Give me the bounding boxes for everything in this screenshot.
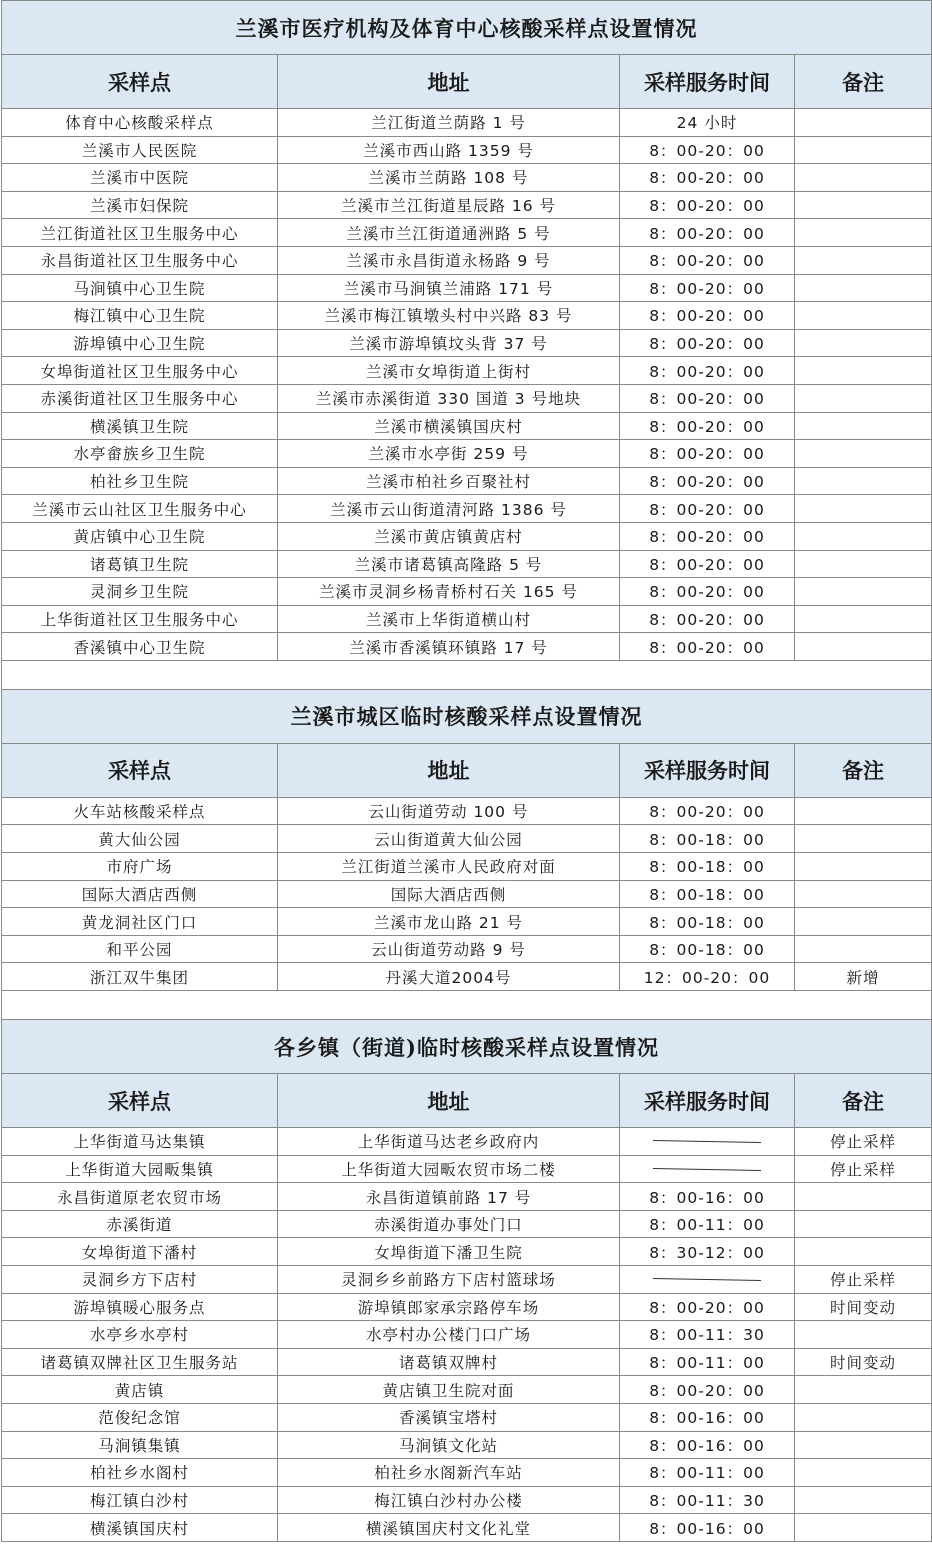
cell-note — [795, 633, 932, 661]
cell-time: 8：00-16：00 — [620, 1403, 795, 1431]
cell-site: 国际大酒店西侧 — [2, 880, 278, 908]
gap-cell — [2, 991, 932, 1020]
cell-address: 兰江街道兰溪市人民政府对面 — [278, 853, 620, 881]
cell-address: 梅江镇白沙村办公楼 — [278, 1486, 620, 1514]
header-note: 备注 — [795, 55, 932, 109]
sampling-table — [1, 0, 932, 1542]
cell-address: 横溪镇国庆村文化礼堂 — [278, 1514, 620, 1542]
header-site: 采样点 — [2, 55, 278, 109]
cell-site: 兰溪市妇保院 — [2, 191, 278, 219]
cell-address: 兰溪市兰江街道星辰路 16 号 — [278, 191, 620, 219]
cell-time — [620, 1155, 795, 1183]
cell-site: 游埠镇暖心服务点 — [2, 1293, 278, 1321]
cell-note — [795, 109, 932, 137]
cell-note — [795, 550, 932, 578]
cell-note — [795, 191, 932, 219]
cell-note — [795, 1403, 932, 1431]
cell-site: 和平公园 — [2, 935, 278, 963]
table-row — [2, 1293, 932, 1321]
cell-note — [795, 136, 932, 164]
section-title: 兰溪市医疗机构及体育中心核酸采样点设置情况 — [2, 1, 932, 55]
cell-site: 梅江镇白沙村 — [2, 1486, 278, 1514]
cell-address: 兰溪市云山街道清河路 1386 号 — [278, 495, 620, 523]
table-row — [2, 1486, 932, 1514]
table-row — [2, 219, 932, 247]
cell-site: 永昌街道原老农贸市场 — [2, 1183, 278, 1211]
header-address: 地址 — [278, 743, 620, 797]
cell-site: 横溪镇国庆村 — [2, 1514, 278, 1542]
cell-note — [795, 1431, 932, 1459]
table-row — [2, 136, 932, 164]
cell-note — [795, 164, 932, 192]
cell-address: 兰溪市横溪镇国庆村 — [278, 412, 620, 440]
cell-site: 永昌街道社区卫生服务中心 — [2, 246, 278, 274]
cell-site: 黄店镇 — [2, 1376, 278, 1404]
cell-site: 诸葛镇卫生院 — [2, 550, 278, 578]
cell-address: 兰江街道兰荫路 1 号 — [278, 109, 620, 137]
table-row — [2, 440, 932, 468]
table-row — [2, 495, 932, 523]
cell-address: 兰溪市龙山路 21 号 — [278, 908, 620, 936]
cell-site: 兰溪市中医院 — [2, 164, 278, 192]
table-row — [2, 329, 932, 357]
cell-address: 兰溪市永昌街道永杨路 9 号 — [278, 246, 620, 274]
cell-note — [795, 1210, 932, 1238]
cell-time: 8：00-20：00 — [620, 467, 795, 495]
cell-site: 火车站核酸采样点 — [2, 797, 278, 825]
cell-site: 马涧镇中心卫生院 — [2, 274, 278, 302]
cell-note — [795, 440, 932, 468]
cell-time: 8：00-20：00 — [620, 578, 795, 606]
cell-time: 8：00-11：00 — [620, 1348, 795, 1376]
section-gap — [2, 660, 932, 689]
cell-time: 8：00-20：00 — [620, 440, 795, 468]
cell-address: 云山街道劳动 100 号 — [278, 797, 620, 825]
header-address: 地址 — [278, 1074, 620, 1128]
cell-address: 兰溪市香溪镇环镇路 17 号 — [278, 633, 620, 661]
cell-note — [795, 384, 932, 412]
cell-time: 8：00-18：00 — [620, 908, 795, 936]
cell-time: 8：00-18：00 — [620, 880, 795, 908]
cell-address: 诸葛镇双牌村 — [278, 1348, 620, 1376]
cell-address: 云山街道劳动路 9 号 — [278, 935, 620, 963]
cell-address: 兰溪市灵洞乡杨青桥村石关 165 号 — [278, 578, 620, 606]
header-address: 地址 — [278, 55, 620, 109]
table-row — [2, 1238, 932, 1266]
table-row — [2, 605, 932, 633]
cell-address: 赤溪街道办事处门口 — [278, 1210, 620, 1238]
table-row — [2, 1266, 932, 1294]
cell-time: 8：00-11：00 — [620, 1459, 795, 1487]
cell-note — [795, 1183, 932, 1211]
cell-time: 12：00-20：00 — [620, 963, 795, 991]
cell-time: 8：00-20：00 — [620, 1293, 795, 1321]
cell-time: 8：00-20：00 — [620, 522, 795, 550]
cell-note — [795, 1514, 932, 1542]
section-title: 兰溪市城区临时核酸采样点设置情况 — [2, 689, 932, 743]
cell-site: 上华街道大园畈集镇 — [2, 1155, 278, 1183]
table-row — [2, 1321, 932, 1349]
cell-note — [795, 246, 932, 274]
cell-address: 兰溪市兰江街道通洲路 5 号 — [278, 219, 620, 247]
header-row — [2, 1074, 932, 1128]
cell-address: 上华街道马达老乡政府内 — [278, 1128, 620, 1156]
cell-address: 兰溪市马涧镇兰浦路 171 号 — [278, 274, 620, 302]
section-title-row — [2, 1020, 932, 1074]
cell-time: 8：00-20：00 — [620, 329, 795, 357]
cell-time: 8：00-20：00 — [620, 1376, 795, 1404]
table-row — [2, 853, 932, 881]
cell-time: 8：00-20：00 — [620, 797, 795, 825]
cell-site: 女埠街道下潘村 — [2, 1238, 278, 1266]
table-row — [2, 191, 932, 219]
cell-address: 黄店镇卫生院对面 — [278, 1376, 620, 1404]
table-row — [2, 797, 932, 825]
schedule-page — [1, 0, 931, 1542]
cell-note — [795, 908, 932, 936]
table-row — [2, 1183, 932, 1211]
cell-site: 体育中心核酸采样点 — [2, 109, 278, 137]
cell-note — [795, 219, 932, 247]
header-row — [2, 743, 932, 797]
cell-site: 浙江双牛集团 — [2, 963, 278, 991]
cell-time: 8：00-18：00 — [620, 935, 795, 963]
table-row — [2, 302, 932, 330]
cell-site: 赤溪街道 — [2, 1210, 278, 1238]
cell-address: 兰溪市西山路 1359 号 — [278, 136, 620, 164]
header-time: 采样服务时间 — [620, 743, 795, 797]
cell-time: 8：00-18：00 — [620, 853, 795, 881]
header-note: 备注 — [795, 1074, 932, 1128]
cell-note: 新增 — [795, 963, 932, 991]
cell-time: 8：00-20：00 — [620, 302, 795, 330]
cell-address: 柏社乡水阁新汽车站 — [278, 1459, 620, 1487]
cell-note — [795, 1321, 932, 1349]
stopped-dash-line — [653, 1278, 761, 1281]
cell-address: 兰溪市女埠街道上街村 — [278, 357, 620, 385]
table-row — [2, 109, 932, 137]
gap-cell — [2, 660, 932, 689]
table-row — [2, 274, 932, 302]
cell-site: 范俊纪念馆 — [2, 1403, 278, 1431]
cell-address: 兰溪市黄店镇黄店村 — [278, 522, 620, 550]
cell-note: 停止采样 — [795, 1266, 932, 1294]
cell-site: 黄大仙公园 — [2, 825, 278, 853]
cell-address: 上华街道大园畈农贸市场二楼 — [278, 1155, 620, 1183]
cell-time: 8：00-20：00 — [620, 274, 795, 302]
section-title-row — [2, 1, 932, 55]
table-row — [2, 963, 932, 991]
cell-address: 国际大酒店西侧 — [278, 880, 620, 908]
cell-time: 8：00-20：00 — [620, 633, 795, 661]
header-time: 采样服务时间 — [620, 55, 795, 109]
cell-note — [795, 302, 932, 330]
cell-address: 水亭村办公楼门口广场 — [278, 1321, 620, 1349]
cell-site: 香溪镇中心卫生院 — [2, 633, 278, 661]
cell-note: 时间变动 — [795, 1293, 932, 1321]
table-row — [2, 633, 932, 661]
cell-site: 上华街道马达集镇 — [2, 1128, 278, 1156]
cell-note — [795, 605, 932, 633]
cell-site: 兰江街道社区卫生服务中心 — [2, 219, 278, 247]
cell-address: 丹溪大道2004号 — [278, 963, 620, 991]
cell-time: 8：00-16：00 — [620, 1431, 795, 1459]
table-row — [2, 578, 932, 606]
cell-time: 8：00-20：00 — [620, 164, 795, 192]
cell-note — [795, 880, 932, 908]
cell-note — [795, 495, 932, 523]
header-time: 采样服务时间 — [620, 1074, 795, 1128]
cell-time: 8：00-20：00 — [620, 191, 795, 219]
cell-time: 8：00-20：00 — [620, 219, 795, 247]
table-row — [2, 1403, 932, 1431]
table-row — [2, 1128, 932, 1156]
table-row — [2, 550, 932, 578]
cell-site: 灵洞乡卫生院 — [2, 578, 278, 606]
cell-note: 停止采样 — [795, 1128, 932, 1156]
cell-site: 横溪镇卫生院 — [2, 412, 278, 440]
section-title-row — [2, 689, 932, 743]
cell-time: 8：30-12：00 — [620, 1238, 795, 1266]
cell-time — [620, 1128, 795, 1156]
cell-site: 灵洞乡方下店村 — [2, 1266, 278, 1294]
cell-time: 8：00-20：00 — [620, 357, 795, 385]
cell-time: 8：00-20：00 — [620, 412, 795, 440]
table-row — [2, 246, 932, 274]
cell-address: 马涧镇文化站 — [278, 1431, 620, 1459]
header-note: 备注 — [795, 743, 932, 797]
table-row — [2, 1155, 932, 1183]
cell-note: 停止采样 — [795, 1155, 932, 1183]
cell-time: 8：00-16：00 — [620, 1514, 795, 1542]
cell-note — [795, 274, 932, 302]
header-site: 采样点 — [2, 743, 278, 797]
cell-site: 兰溪市云山社区卫生服务中心 — [2, 495, 278, 523]
cell-note — [795, 522, 932, 550]
cell-address: 兰溪市诸葛镇高隆路 5 号 — [278, 550, 620, 578]
cell-note — [795, 935, 932, 963]
cell-note — [795, 1486, 932, 1514]
cell-time — [620, 1266, 795, 1294]
cell-note — [795, 357, 932, 385]
table-row — [2, 1514, 932, 1542]
section-gap — [2, 991, 932, 1020]
table-row — [2, 1459, 932, 1487]
cell-address: 兰溪市柏社乡百聚社村 — [278, 467, 620, 495]
table-row — [2, 164, 932, 192]
cell-site: 马涧镇集镇 — [2, 1431, 278, 1459]
cell-address: 香溪镇宝塔村 — [278, 1403, 620, 1431]
cell-time: 8：00-20：00 — [620, 550, 795, 578]
cell-time: 8：00-16：00 — [620, 1183, 795, 1211]
table-row — [2, 825, 932, 853]
cell-site: 赤溪街道社区卫生服务中心 — [2, 384, 278, 412]
cell-time: 8：00-11：30 — [620, 1486, 795, 1514]
cell-time: 8：00-11：30 — [620, 1321, 795, 1349]
table-row — [2, 935, 932, 963]
table-row — [2, 1210, 932, 1238]
cell-note: 时间变动 — [795, 1348, 932, 1376]
cell-address: 云山街道黄大仙公园 — [278, 825, 620, 853]
table-row — [2, 357, 932, 385]
cell-time: 8：00-11：00 — [620, 1210, 795, 1238]
cell-address: 兰溪市赤溪街道 330 国道 3 号地块 — [278, 384, 620, 412]
cell-time: 8：00-20：00 — [620, 246, 795, 274]
table-row — [2, 1348, 932, 1376]
cell-site: 兰溪市人民医院 — [2, 136, 278, 164]
cell-site: 上华街道社区卫生服务中心 — [2, 605, 278, 633]
table-row — [2, 908, 932, 936]
table-row — [2, 467, 932, 495]
cell-time: 8：00-20：00 — [620, 495, 795, 523]
cell-time: 24 小时 — [620, 109, 795, 137]
table-row — [2, 1376, 932, 1404]
table-row — [2, 880, 932, 908]
cell-site: 女埠街道社区卫生服务中心 — [2, 357, 278, 385]
cell-address: 兰溪市梅江镇墩头村中兴路 83 号 — [278, 302, 620, 330]
cell-site: 诸葛镇双牌社区卫生服务站 — [2, 1348, 278, 1376]
cell-note — [795, 825, 932, 853]
cell-address: 游埠镇郎家承宗路停车场 — [278, 1293, 620, 1321]
cell-site: 柏社乡水阁村 — [2, 1459, 278, 1487]
cell-note — [795, 1376, 932, 1404]
cell-note — [795, 1238, 932, 1266]
cell-address: 兰溪市游埠镇坟头背 37 号 — [278, 329, 620, 357]
cell-time: 8：00-20：00 — [620, 136, 795, 164]
table-row — [2, 384, 932, 412]
cell-site: 水亭畲族乡卫生院 — [2, 440, 278, 468]
cell-note — [795, 578, 932, 606]
table-row — [2, 522, 932, 550]
stopped-dash-line — [653, 1168, 761, 1171]
cell-site: 游埠镇中心卫生院 — [2, 329, 278, 357]
table-row — [2, 1431, 932, 1459]
cell-site: 黄店镇中心卫生院 — [2, 522, 278, 550]
cell-note — [795, 329, 932, 357]
cell-site: 梅江镇中心卫生院 — [2, 302, 278, 330]
cell-address: 灵洞乡乡前路方下店村篮球场 — [278, 1266, 620, 1294]
cell-address: 女埠街道下潘卫生院 — [278, 1238, 620, 1266]
cell-site: 水亭乡水亭村 — [2, 1321, 278, 1349]
cell-address: 兰溪市上华街道横山村 — [278, 605, 620, 633]
cell-note — [795, 1459, 932, 1487]
header-site: 采样点 — [2, 1074, 278, 1128]
cell-site: 柏社乡卫生院 — [2, 467, 278, 495]
stopped-dash-line — [653, 1140, 761, 1143]
table-row — [2, 412, 932, 440]
section-title: 各乡镇（街道)临时核酸采样点设置情况 — [2, 1020, 932, 1074]
cell-time: 8：00-20：00 — [620, 384, 795, 412]
cell-note — [795, 467, 932, 495]
cell-note — [795, 853, 932, 881]
header-row — [2, 55, 932, 109]
cell-note — [795, 412, 932, 440]
cell-time: 8：00-20：00 — [620, 605, 795, 633]
cell-address: 兰溪市水亭街 259 号 — [278, 440, 620, 468]
cell-site: 市府广场 — [2, 853, 278, 881]
cell-address: 兰溪市兰荫路 108 号 — [278, 164, 620, 192]
cell-address: 永昌街道镇前路 17 号 — [278, 1183, 620, 1211]
cell-note — [795, 797, 932, 825]
cell-site: 黄龙洞社区门口 — [2, 908, 278, 936]
cell-time: 8：00-18：00 — [620, 825, 795, 853]
